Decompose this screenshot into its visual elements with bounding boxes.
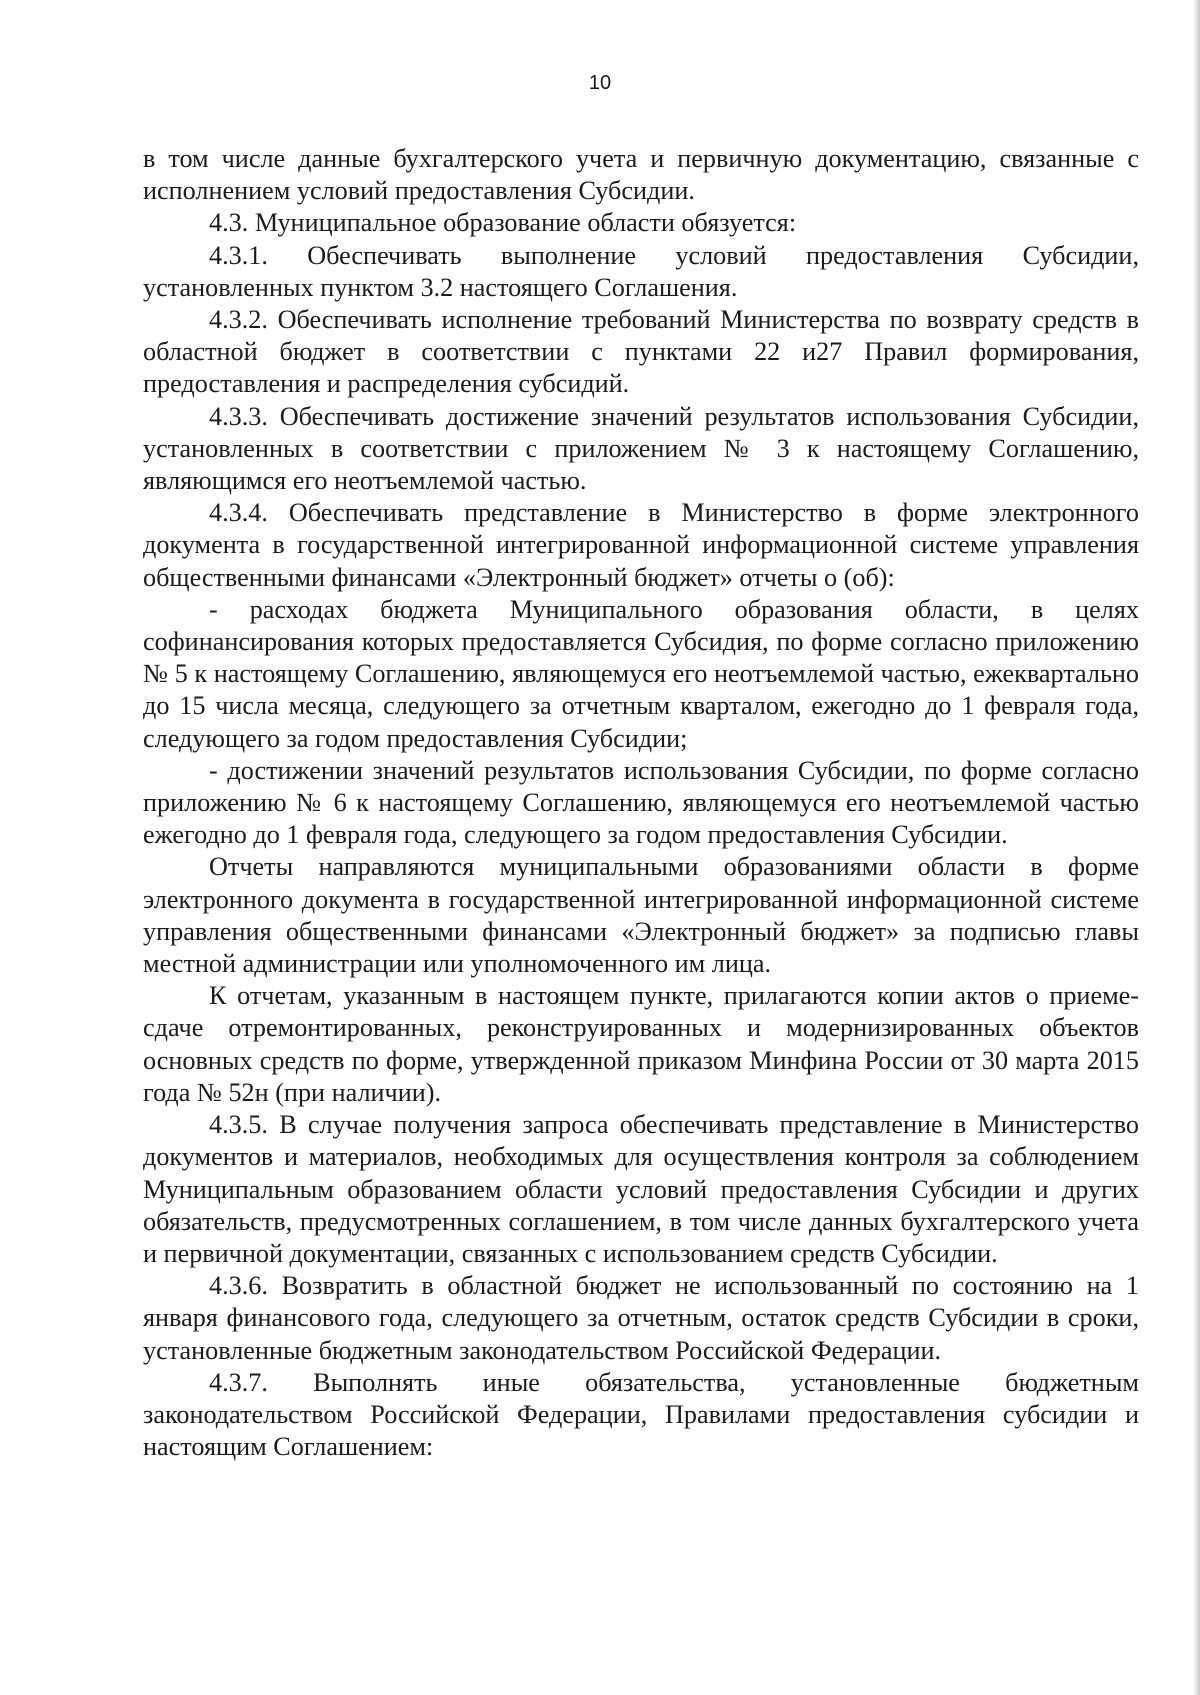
list-item-results-report: - достижении значений результатов использования Субсидии, по форме согласно приложению № 6 к настоящему Соглашению, являющемуся его неотъемлемой частью ежегодно до 1 февраля года, следующего за годом предоставления Субсидии. — [143, 755, 1139, 850]
paragraph-4-3-4: 4.3.4. Обеспечивать представление в Министерство в форме электронного документа в государственной интегрированной информационной системе управления общественными финансами «Электронный бюджет» отчеты о (об): — [143, 498, 1139, 592]
paragraph-4-3-7: 4.3.7. Выполнять иные обязательства, установленные бюджетным законодательством Российской Федерации, Правилами предоставления субсидии и настоящим Соглашением: — [143, 1367, 1139, 1462]
scan-edge-shadow — [1194, 0, 1200, 1695]
paragraph-4-3-5: 4.3.5. В случае получения запроса обеспечивать представление в Министерство документов и материалов, необходимых для осуществления контроля за соблюдением Муниципальным образованием области условий предоставления Субсидии и других обязательств, предусмотренных соглашением, в том числе данных бухгалтерского учета и первичной документации, связанных с использованием средств Субсидии. — [143, 1110, 1139, 1268]
paragraph-4-3-1: 4.3.1. Обеспечивать выполнение условий предоставления Субсидии, установленных пунктом 3.2 настоящего Соглашения. — [143, 240, 1139, 302]
paragraph-4-3-2: 4.3.2. Обеспечивать исполнение требований Министерства по возврату средств в областной бюджет в соответствии с пунктами 22 и27 Правил формирования, предоставления и распределения субсидий. — [143, 305, 1139, 399]
paragraph-reports-attachments: К отчетам, указанным в настоящем пункте, прилагаются копии актов о приеме-сдаче отремонтированных, реконструированных и модернизированных объектов основных средств по форме, утвержденной приказом Минфина России от 30 марта 2015 года № 52н (при наличии). — [143, 981, 1139, 1107]
list-item-expenses-report: - расходах бюджета Муниципального образования области, в целях софинансирования которых предоставляется Субсидия, по форме согласно приложению № 5 к настоящему Соглашению, являющемуся его неотъемлемой частью, ежеквартально до 15 числа месяца, следующего за отчетным кварталом, ежегодно до 1 февраля года, следующего за годом предоставления Субсидии; — [143, 594, 1139, 753]
paragraph-continuation: в том числе данные бухгалтерского учета и первичную документацию, связанные с исполнением условий предоставления Субсидии. — [143, 144, 1139, 206]
page-number: 10 — [588, 72, 612, 94]
paragraph-4-3-3: 4.3.3. Обеспечивать достижение значений результатов использования Субсидии, установленных в соответствии с приложением № 3 к настоящему Соглашению, являющимся его неотъемлемой частью. — [143, 401, 1139, 496]
paragraph-reports-submission: Отчеты направляются муниципальными образованиями области в форме электронного документа в государственной интегрированной информационной системе управления общественными финансами «Электронный бюджет» за подписью главы местной администрации или уполномоченного им лица. — [143, 852, 1139, 979]
paragraph-4-3-6: 4.3.6. Возвратить в областной бюджет не использованный по состоянию на 1 января финансового года, следующего за отчетным, остаток средств Субсидии в сроки, установленные бюджетным законодательством Российской Федерации. — [143, 1271, 1139, 1365]
paragraph-4-3: 4.3. Муниципальное образование области обязуется: — [209, 208, 797, 238]
document-body — [143, 143, 1139, 1463]
